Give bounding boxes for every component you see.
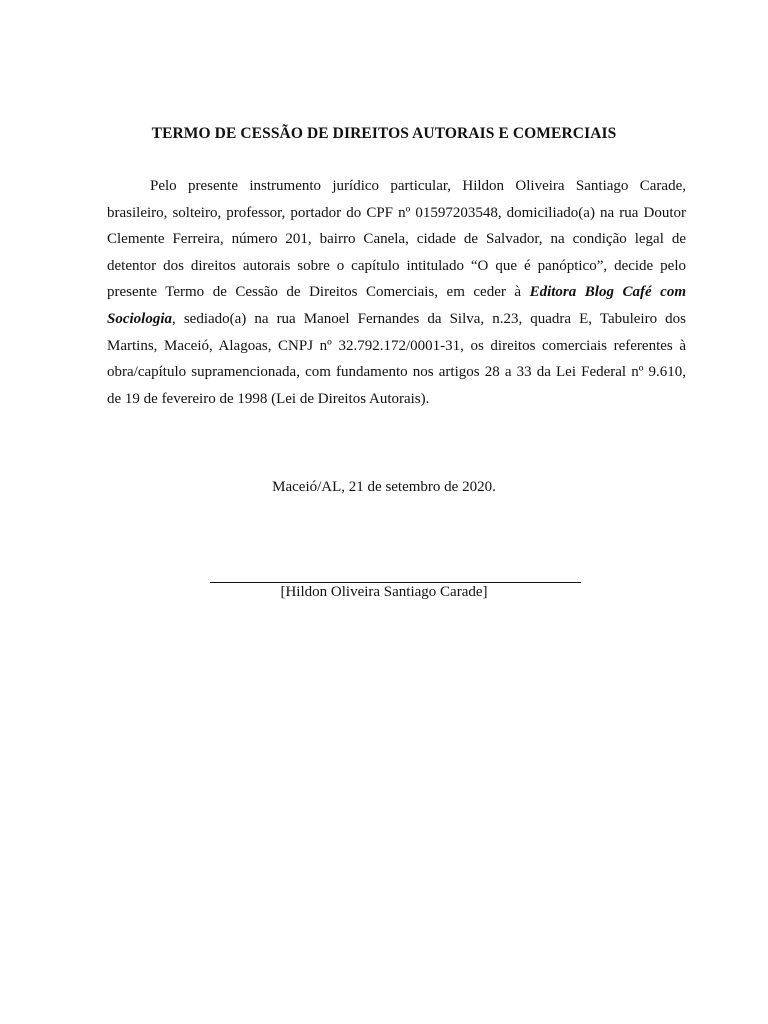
signature-name: [Hildon Oliveira Santiago Carade] bbox=[280, 584, 488, 600]
date-location-line: Maceió/AL, 21 de setembro de 2020. bbox=[272, 479, 496, 495]
document-title: TERMO DE CESSÃO DE DIREITOS AUTORAIS E COMERCIAIS bbox=[151, 125, 617, 142]
body-text-part-2: , sediado(a) na rua Manoel Fernandes da Silva, n.23, quadra E, Tabuleiro dos Martins, Maceió, Alagoas, CNPJ nº 32.792.172/0001-31, os direitos comerciais referentes à obra/capítulo supramencionada, com fundamento nos artigos 28 a 33 da Lei Federal nº 9.610, de 19 de fevereiro de 1998 (Lei de Direitos Autorais). bbox=[107, 310, 686, 407]
signature-line bbox=[210, 582, 581, 583]
body-paragraph bbox=[107, 173, 686, 412]
publisher-name: Editora Blog Café com Sociologia bbox=[107, 284, 686, 327]
body-text-part-1: Pelo presente instrumento jurídico particular, Hildon Oliveira Santiago Carade, brasileiro, solteiro, professor, portador do CPF nº 01597203548, domiciliado(a) na rua Doutor Clemente Ferreira, número 201, bairro Canela, cidade de Salvador, na condição legal de detentor dos direitos autorais sobre o capítulo intitulado “O que é panóptico”, decide pelo presente Termo de Cessão de Direitos Comerciais, em ceder à bbox=[107, 178, 686, 301]
